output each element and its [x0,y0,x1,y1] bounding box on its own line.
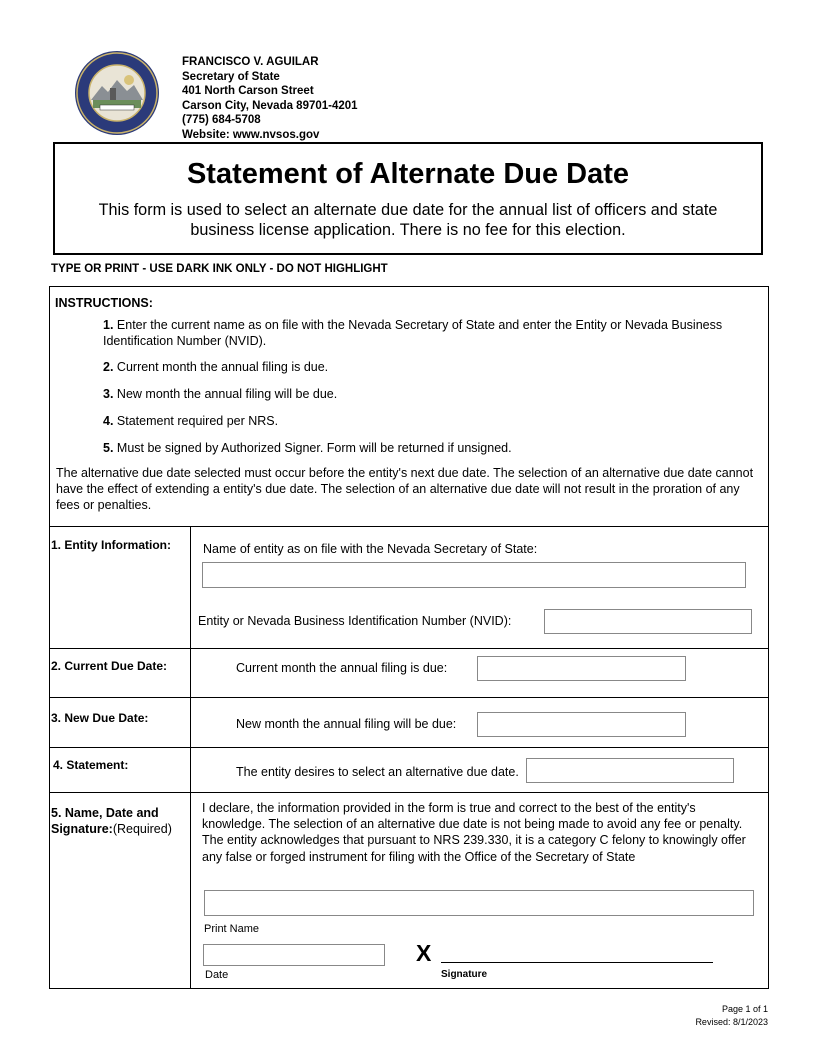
type-or-print-notice: TYPE OR PRINT - USE DARK INK ONLY - DO NOT HIGHLIGHT [51,263,388,275]
form-description: This form is used to select an alternate due date for the annual list of officers and state business license application. There is no fee for this election. [98,201,718,239]
current-month-label: Current month the annual filing is due: [236,661,448,675]
signature-x-mark: X [416,940,432,966]
office-address-line1: 401 North Carson Street [182,85,314,98]
title-box [53,142,763,255]
secretary-of-state-header [182,55,358,143]
instructions-note: The alternative due date selected must occur before the entity's next due date. The selection of an alternative due date cannot have the effect of extending a entity's due date. The selection of an alternative due date will not result in the proration of any fees or penalties. [56,466,754,512]
signature-line[interactable] [441,962,713,963]
signature-section-label-bold: 5. Name, Date and Signature: [51,806,159,836]
instruction-number: 5. [103,441,114,455]
page-number: Page 1 of 1 [721,1004,768,1014]
instruction-text: Enter the current name as on file with the Nevada Secretary of State and enter the Entity or Nevada Business Identification Number (NVID). [103,318,723,348]
section-divider [49,747,769,748]
instruction-item-4 [103,414,768,430]
print-name-label: Print Name [204,923,260,935]
date-label: Date [205,969,229,981]
instructions-title: INSTRUCTIONS: [55,296,153,310]
entity-name-label: Name of entity as on file with the Nevada Secretary of State: [203,542,538,556]
instruction-text: Must be signed by Authorized Signer. Form will be returned if unsigned. [116,441,512,455]
instruction-text: Statement required per NRS. [116,414,279,428]
nevada-state-seal [74,50,160,136]
section-divider [49,526,769,527]
new-month-input[interactable] [477,712,686,737]
instruction-item-2 [103,360,768,376]
entity-information-label: 1. Entity Information: [51,538,171,552]
form-title: Statement of Alternate Due Date [186,158,630,190]
required-note: (Required) [112,822,172,836]
instruction-text: Current month the annual filing is due. [116,360,329,374]
instruction-text: New month the annual filing will be due. [116,387,338,401]
nvid-label: Entity or Nevada Business Identification Number (NVID): [198,614,512,628]
statement-input[interactable] [526,758,734,783]
instruction-number: 2. [103,360,114,374]
print-name-input[interactable] [204,890,754,916]
nvid-input[interactable] [544,609,752,634]
office-phone: (775) 684-5708 [182,114,261,127]
form-bottom-border [49,988,769,989]
signature-label: Signature [441,969,488,980]
entity-name-input[interactable] [202,562,746,588]
form-left-border [49,286,50,988]
office-website: Website: www.nvsos.gov [182,128,320,141]
current-month-input[interactable] [477,656,686,681]
section-divider [49,697,769,698]
section-divider [49,648,769,649]
statement-label: 4. Statement: [53,758,129,772]
secretary-office: Secretary of State [182,70,280,83]
office-address-line2: Carson City, Nevada 89701-4201 [182,99,358,112]
instruction-number: 1. [103,318,114,332]
new-month-label: New month the annual filing will be due: [236,717,457,731]
signature-section-label [51,805,186,837]
date-input[interactable] [203,944,385,966]
statement-text: The entity desires to select an alternative due date. [236,765,519,779]
current-due-date-label: 2. Current Due Date: [51,659,168,673]
instruction-number: 3. [103,387,114,401]
revised-date: Revised: 8/1/2023 [695,1017,768,1027]
instruction-item-5 [103,441,768,457]
instruction-item-1 [103,318,768,349]
instruction-item-3 [103,387,768,403]
declaration-text: I declare, the information provided in the form is true and correct to the best of the entity's knowledge. The selection of an alternative due date is not being made to avoid any fee or penalty. The entity acknowledges that pursuant to NRS 239.330, it is a category C felony to knowingly offer any false or forged instrument for filing with the Office of the Secretary of State [202,801,746,864]
column-divider [190,526,191,988]
section-divider [49,792,769,793]
new-due-date-label: 3. New Due Date: [51,711,149,725]
secretary-name: FRANCISCO V. AGUILAR [182,56,319,68]
instruction-number: 4. [103,414,114,428]
